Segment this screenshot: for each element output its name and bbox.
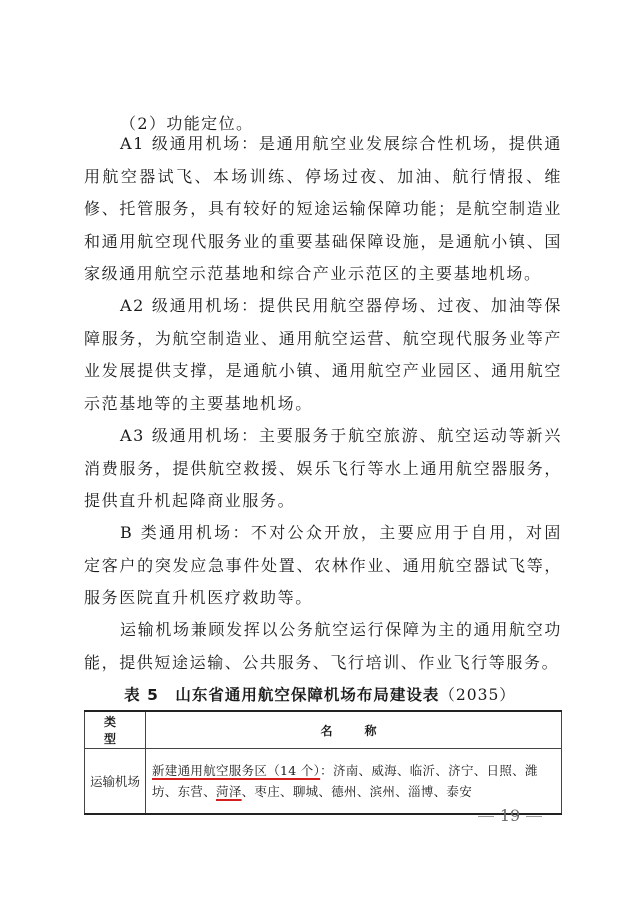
table-caption-text: 表 5 山东省通用航空保障机场布局建设表 <box>124 686 440 704</box>
page-number <box>470 806 550 825</box>
header-type: 类 型 <box>85 711 146 749</box>
paragraph-a1: A1 级通用机场：是通用航空业发展综合性机场，提供通用航空器试飞、本场训练、停场过夜、加油、航行情报、维修、托管服务，具有较好的短途运输保障功能；是航空制造业和通用航空现代服务业的重要基础保障设施，是通航小镇、国家级通用航空示范基地和综合产业示范区的主要基地机场。 <box>84 134 562 283</box>
paragraph-a2: A2 级通用机场：提供民用航空器停场、过夜、加油等保障服务，为航空制造业、通用航空运营、航空现代服务业等产业发展提供支撑，是通航小镇、通用航空产业园区、通用航空示范基地等的主要基地机场。 <box>84 296 562 413</box>
paragraph-transport: 运输机场兼顾发挥以公务航空运行保障为主的通用航空功能，提供短途运输、公共服务、飞行培训、作业飞行等服务。 <box>84 620 562 672</box>
row-type-cell: 运输机场 <box>85 749 146 815</box>
airport-layout-table <box>84 710 562 815</box>
page-number-dash-left <box>478 816 494 817</box>
city-heze: 菏泽 <box>216 784 242 799</box>
section-heading: （2）功能定位。 <box>120 114 254 133</box>
table-header-row <box>85 711 562 749</box>
city-list-part-a: ：济南、威海、临沂、济宁、日照、潍坊、东营、 <box>152 763 538 799</box>
table-caption-year: （2035） <box>439 686 516 704</box>
header-name: 名 称 <box>146 711 562 749</box>
paragraph-a3: A3 级通用机场：主要服务于航空旅游、航空运动等新兴消费服务，提供航空救援、娱乐飞行等水上通用航空器服务，提供直升机起降商业服务。 <box>84 426 562 510</box>
new-service-area-label: 新建通用航空服务区（14 个） <box>152 763 321 778</box>
page-number-dash-right <box>526 816 542 817</box>
page-number-value: 19 <box>499 806 521 825</box>
city-list-part-b: 、枣庄、聊城、德州、滨州、淄博、泰安 <box>241 784 473 799</box>
table-caption <box>0 683 640 705</box>
paragraph-b: B 类通用机场：不对公众开放，主要应用于自用，对固定客户的突发应急事件处置、农林作业、通用航空器试飞等，服务医院直升机医疗救助等。 <box>84 523 562 607</box>
row-name-cell <box>146 749 562 815</box>
table-row <box>85 749 562 815</box>
